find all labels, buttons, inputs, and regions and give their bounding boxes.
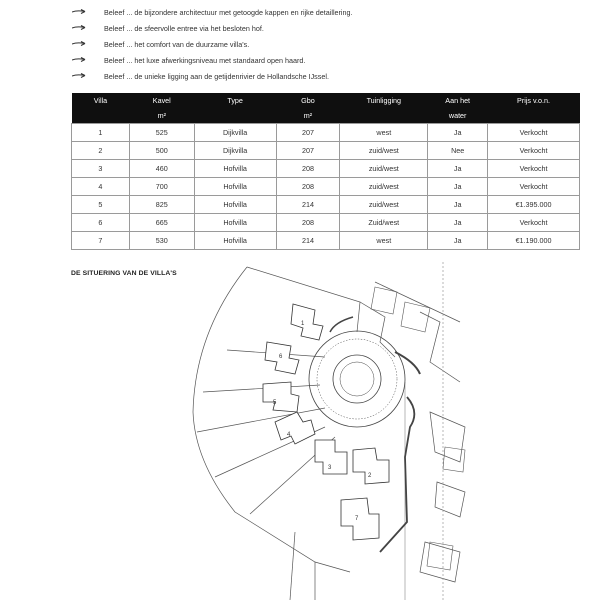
sub-water: water — [428, 108, 488, 124]
cell-tuinligging: Zuid/west — [340, 214, 428, 232]
cell-gbo: 207 — [276, 142, 340, 160]
villa-4 — [275, 412, 315, 444]
sub-prijs — [488, 108, 580, 124]
cell-type: Hofvilla — [194, 160, 276, 178]
bullet-item — [72, 68, 552, 84]
cell-kavel: 460 — [129, 160, 194, 178]
cell-prijs: Verkocht — [488, 160, 580, 178]
arrow-icon — [72, 9, 86, 15]
cell-tuinligging: zuid/west — [340, 178, 428, 196]
bullet-text: Beleef ... de bijzondere architectuur met getoogde kappen en rijke detaillering. — [104, 7, 353, 17]
villa-6 — [265, 342, 299, 374]
cell-kavel: 525 — [129, 124, 194, 142]
bullet-text: Beleef ... het luxe afwerkingsniveau met standaard open haard. — [104, 55, 306, 65]
sub-gbo: m² — [276, 108, 340, 124]
villa-label: 2 — [368, 473, 372, 479]
villa-3 — [315, 440, 347, 474]
villa-label: 1 — [301, 321, 305, 327]
villa-1 — [291, 304, 323, 340]
table-row — [72, 160, 580, 178]
table-subheader-row — [72, 108, 580, 124]
cell-water: Ja — [428, 232, 488, 250]
cell-gbo: 214 — [276, 232, 340, 250]
villa-table — [71, 93, 580, 250]
cell-type: Dijkvilla — [194, 142, 276, 160]
cell-gbo: 208 — [276, 214, 340, 232]
table-row — [72, 196, 580, 214]
villa-label: 6 — [279, 354, 283, 360]
table-row — [72, 232, 580, 250]
sub-kavel: m² — [129, 108, 194, 124]
villa-2 — [353, 448, 389, 484]
cell-tuinligging: west — [340, 124, 428, 142]
cell-type: Hofvilla — [194, 196, 276, 214]
cell-kavel: 825 — [129, 196, 194, 214]
bullet-item — [72, 36, 552, 52]
cell-water: Ja — [428, 214, 488, 232]
arrow-icon — [72, 41, 86, 47]
cell-kavel: 530 — [129, 232, 194, 250]
cell-prijs: €1.395.000 — [488, 196, 580, 214]
cell-tuinligging: zuid/west — [340, 160, 428, 178]
arrow-icon — [72, 57, 86, 63]
col-gbo: Gbo — [276, 93, 340, 108]
villa-7 — [341, 498, 379, 540]
section-title: DE SITUERING VAN DE VILLA'S — [71, 270, 177, 277]
col-kavel: Kavel — [129, 93, 194, 108]
cell-type: Hofvilla — [194, 178, 276, 196]
cell-kavel: 500 — [129, 142, 194, 160]
table-row — [72, 214, 580, 232]
cell-prijs: €1.190.000 — [488, 232, 580, 250]
bullet-item — [72, 20, 552, 36]
col-prijs: Prijs v.o.n. — [488, 93, 580, 108]
cell-tuinligging: zuid/west — [340, 142, 428, 160]
cell-water: Ja — [428, 124, 488, 142]
site-boundary — [193, 267, 360, 572]
cell-kavel: 700 — [129, 178, 194, 196]
sub-type — [194, 108, 276, 124]
cell-gbo: 214 — [276, 196, 340, 214]
bullet-text: Beleef ... de sfeervolle entree via het besloten hof. — [104, 23, 264, 33]
col-villa: Villa — [72, 93, 130, 108]
bullet-item — [72, 52, 552, 68]
cell-tuinligging: zuid/west — [340, 196, 428, 214]
table-row — [72, 124, 580, 142]
cell-villa: 7 — [72, 232, 130, 250]
cell-type: Dijkvilla — [194, 124, 276, 142]
cell-kavel: 665 — [129, 214, 194, 232]
col-tuinligging: Tuinligging — [340, 93, 428, 108]
arrow-icon — [72, 73, 86, 79]
cell-type: Hofvilla — [194, 214, 276, 232]
villa-label: 4 — [287, 432, 291, 438]
villa-label: 3 — [328, 465, 332, 471]
cell-villa: 3 — [72, 160, 130, 178]
cell-water: Ja — [428, 160, 488, 178]
col-type: Type — [194, 93, 276, 108]
table-header-row — [72, 93, 580, 108]
cell-prijs: Verkocht — [488, 178, 580, 196]
bullet-text: Beleef ... de unieke ligging aan de getijdenrivier de Hollandsche IJssel. — [104, 71, 329, 81]
cell-villa: 4 — [72, 178, 130, 196]
cell-villa: 2 — [72, 142, 130, 160]
cell-prijs: Verkocht — [488, 142, 580, 160]
cell-water: Ja — [428, 196, 488, 214]
bullet-text: Beleef ... het comfort van de duurzame villa's. — [104, 39, 250, 49]
site-plan — [175, 262, 475, 600]
villa-label: 5 — [273, 400, 277, 406]
cell-prijs: Verkocht — [488, 124, 580, 142]
arrow-icon — [72, 25, 86, 31]
sub-tuinligging — [340, 108, 428, 124]
cell-villa: 1 — [72, 124, 130, 142]
cell-villa: 6 — [72, 214, 130, 232]
table-row — [72, 178, 580, 196]
cell-water: Nee — [428, 142, 488, 160]
table-row — [72, 142, 580, 160]
cell-gbo: 207 — [276, 124, 340, 142]
cell-type: Hofvilla — [194, 232, 276, 250]
cell-prijs: Verkocht — [488, 214, 580, 232]
cell-villa: 5 — [72, 196, 130, 214]
bullet-item — [72, 4, 552, 20]
cell-water: Ja — [428, 178, 488, 196]
cell-gbo: 208 — [276, 178, 340, 196]
cell-gbo: 208 — [276, 160, 340, 178]
villa-label: 7 — [355, 516, 359, 522]
sub-villa — [72, 108, 130, 124]
cell-tuinligging: west — [340, 232, 428, 250]
bullet-list — [72, 4, 552, 84]
col-water: Aan het — [428, 93, 488, 108]
